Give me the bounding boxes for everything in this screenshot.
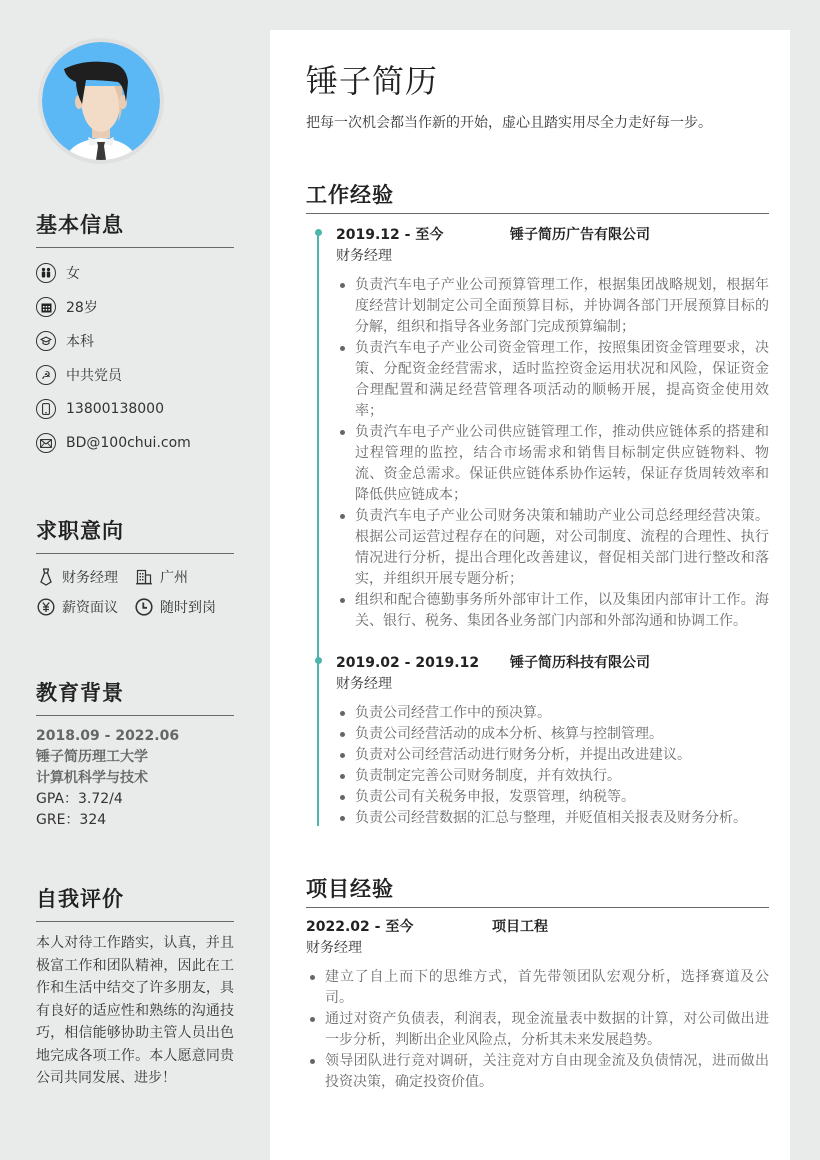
project-item: 建立了自上而下的思维方式，首先带领团队宏观分析，选择赛道及公司。 — [306, 967, 769, 1009]
education-entry — [36, 726, 234, 831]
job-header — [336, 652, 769, 674]
duty-item: 负责对公司经营活动进行财务分析，并提出改进建议。 — [336, 745, 769, 766]
intent-position-value: 财务经理 — [62, 570, 118, 586]
main-panel — [270, 30, 790, 1160]
duty-item: 负责汽车电子产业公司财务决策和辅助产业公司总经理经营决策。根据公司运营过程存在的问题，对公司制度、流程的合理性、执行情况进行分析，提出合理化改善建议，督促相关部门进行整改和落实，并组织开展专题分析； — [336, 506, 769, 590]
job-company: 锤子简历广告有限公司 — [510, 227, 650, 243]
party-emblem-icon: ☭ — [36, 365, 56, 385]
self-eval-section — [36, 886, 234, 1090]
calendar-icon — [36, 297, 56, 317]
work-experience-section — [306, 182, 769, 829]
project-experience-section — [306, 876, 769, 1093]
work-timeline — [306, 224, 769, 829]
age-value: 28岁 — [66, 300, 98, 316]
info-gender — [36, 256, 234, 290]
graduation-cap-icon — [36, 331, 56, 351]
info-age — [36, 290, 234, 324]
job-role: 财务经理 — [336, 248, 392, 264]
work-experience-title: 工作经验 — [306, 182, 769, 214]
intent-salary — [36, 596, 134, 618]
timeline-dot-icon — [315, 229, 322, 236]
education-gre: GRE：324 — [36, 812, 107, 828]
project-item: 领导团队进行竞对调研，关注竞对方自由现金流及负债情况，进而做出投资决策，确定投资价值。 — [306, 1051, 769, 1093]
resume-name: 锤子简历 — [306, 62, 439, 100]
resume-motto: 把每一次机会都当作新的开始，虚心且踏实用尽全力走好每一步。 — [306, 115, 712, 131]
intent-position — [36, 566, 134, 588]
self-eval-title: 自我评价 — [36, 886, 234, 922]
job-date: 2019.12 - 至今 — [336, 227, 444, 243]
duty-item: 负责公司经营活动的成本分析、核算与控制管理。 — [336, 724, 769, 745]
duty-item: 负责制定完善公司财务制度，并有效执行。 — [336, 766, 769, 787]
job-date: 2019.02 - 2019.12 — [336, 655, 480, 671]
education-date: 2018.09 - 2022.06 — [36, 728, 180, 744]
political-value: 中共党员 — [66, 368, 122, 384]
gender-value: 女 — [66, 266, 80, 282]
project-item: 通过对资产负债表，利润表，现金流量表中数据的计算，对公司做出进一步分析，判断出企业风险点，分析其未来发展趋势。 — [306, 1009, 769, 1051]
education-gpa: GPA：3.72/4 — [36, 791, 123, 807]
timeline-dot-icon — [315, 657, 322, 664]
basic-info-section — [36, 212, 234, 460]
phone-value: 13800138000 — [66, 401, 164, 417]
project-name: 项目工程 — [492, 919, 548, 935]
duty-item: 负责公司经营工作中的预决算。 — [336, 703, 769, 724]
job-duties — [336, 275, 769, 632]
job-intent-title: 求职意向 — [36, 518, 234, 554]
education-section — [36, 680, 234, 831]
email-icon — [36, 433, 56, 453]
education-major: 计算机科学与技术 — [36, 770, 148, 786]
intent-availability — [134, 596, 234, 618]
basic-info-list — [36, 256, 234, 460]
avatar — [38, 38, 164, 164]
intent-availability-value: 随时到岗 — [160, 600, 216, 616]
education-title: 教育背景 — [36, 680, 234, 716]
phone-icon — [36, 399, 56, 419]
yen-icon — [36, 597, 56, 617]
info-phone — [36, 392, 234, 426]
job-intent-section — [36, 518, 234, 618]
info-email — [36, 426, 234, 460]
job-entry — [306, 652, 769, 829]
self-eval-text: 本人对待工作踏实，认真，并且极富工作和团队精神，因此在工作和生活中结交了许多朋友，具有良好的适应性和熟练的沟通技巧，相信能够协助主管人员出色地完成各项工作。本人愿意同贵公司共同发展、进步！ — [36, 935, 234, 1086]
project-header — [306, 916, 769, 938]
intent-salary-value: 薪资面议 — [62, 600, 118, 616]
education-school: 锤子简历理工大学 — [36, 749, 148, 765]
duty-item: 负责公司经营数据的汇总与整理，并贬值相关报表及财务分析。 — [336, 808, 769, 829]
project-role: 财务经理 — [306, 940, 362, 956]
clock-icon — [134, 597, 154, 617]
degree-value: 本科 — [66, 334, 94, 350]
job-duties — [336, 703, 769, 829]
duty-item: 负责公司有关税务申报，发票管理，纳税等。 — [336, 787, 769, 808]
job-role: 财务经理 — [336, 676, 392, 692]
duty-item: 负责汽车电子产业公司预算管理工作，根据集团战略规划，根据年度经营计划制定公司全面预算目标，并协调各部门开展预算目标的分解，组织和指导各业务部门完成预算编制； — [336, 275, 769, 338]
duty-item: 负责汽车电子产业公司资金管理工作，按照集团资金管理要求，决策、分配资金经营需求，适时监控资金运用状况和风险，保证资金合理配置和满足经营管理各项活动的顺畅开展，提高资金使用效率； — [336, 338, 769, 422]
email-value: BD@100chui.com — [66, 435, 191, 451]
intent-city-value: 广州 — [160, 570, 188, 586]
job-company: 锤子简历科技有限公司 — [510, 655, 650, 671]
intent-city — [134, 566, 234, 588]
job-entry — [306, 224, 769, 632]
tie-icon — [36, 567, 56, 587]
info-degree — [36, 324, 234, 358]
project-entry — [306, 916, 769, 1093]
job-intent-grid — [36, 566, 234, 618]
avatar-illustration-icon — [42, 42, 160, 160]
job-header — [336, 224, 769, 246]
project-experience-title: 项目经验 — [306, 876, 769, 908]
project-duties — [306, 967, 769, 1093]
building-icon — [134, 567, 154, 587]
info-political — [36, 358, 234, 392]
basic-info-title: 基本信息 — [36, 212, 234, 248]
gender-icon — [36, 263, 56, 283]
project-date: 2022.02 - 至今 — [306, 919, 414, 935]
duty-item: 负责汽车电子产业公司供应链管理工作，推动供应链体系的搭建和过程管理的监控，结合市场需求和销售目标制定供应链物料、物流、资金总需求。保证供应链体系协作运转，保证存货周转效率和降低供应链成本； — [336, 422, 769, 506]
duty-item: 组织和配合德勤事务所外部审计工作，以及集团内部审计工作。海关、银行、税务、集团各业务部门内部和外部沟通和协调工作。 — [336, 590, 769, 632]
